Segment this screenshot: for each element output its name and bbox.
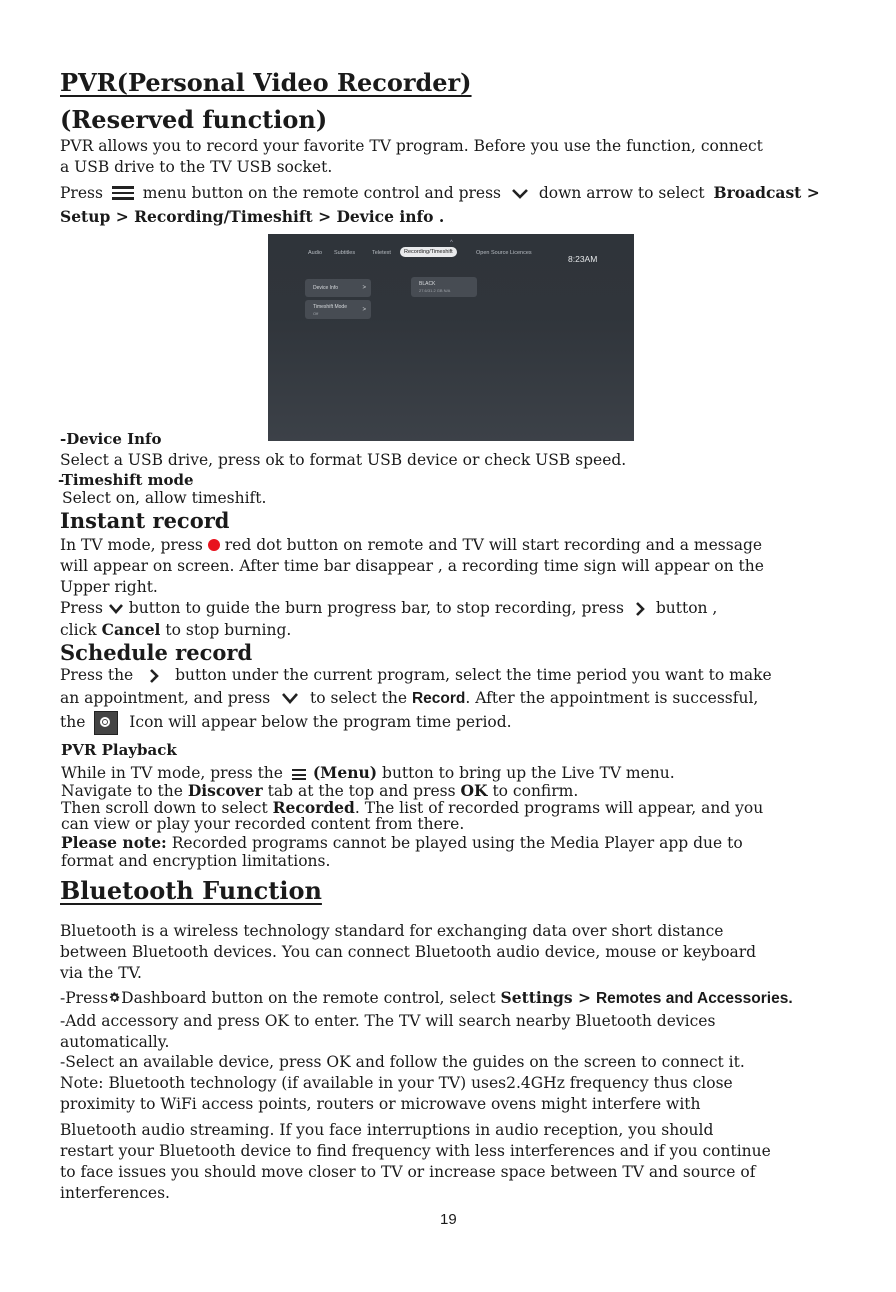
discover-label: Discover bbox=[187, 781, 263, 800]
pvr-intro-1: PVR allows you to record your favorite TV program. Before you use the function, connect bbox=[60, 137, 763, 155]
timeshift-text: Select on, allow timeshift. bbox=[62, 489, 267, 507]
playback-text: button to bring up the Live TV menu. bbox=[382, 764, 675, 782]
timeshift-heading: -Timeshift mode bbox=[58, 471, 194, 489]
press-label: Press bbox=[60, 184, 103, 202]
schedule-line-2 bbox=[60, 688, 758, 709]
tv-device-name: BLACK bbox=[419, 281, 436, 287]
tv-tab-audio: Audio bbox=[308, 250, 323, 256]
tv-item-label: Timeshift Mode bbox=[313, 304, 347, 310]
playback-text: Then scroll down to select bbox=[61, 799, 268, 817]
remotes-accessories-label: Remotes and Accessories. bbox=[595, 990, 793, 1007]
schedule-text: to select the bbox=[310, 689, 408, 707]
instant-line-2: will appear on screen. After time bar disappear , a recording time sign will appear on the bbox=[60, 557, 764, 575]
down-arrow-icon bbox=[279, 692, 301, 706]
bluetooth-line-10: Bluetooth audio streaming. If you face interruptions in audio reception, you should bbox=[60, 1121, 714, 1139]
pvr-title: PVR(Personal Video Recorder) bbox=[60, 68, 472, 97]
schedule-text: Press the bbox=[60, 666, 134, 684]
bluetooth-heading: Bluetooth Function bbox=[60, 876, 322, 905]
tv-item-value: Off bbox=[313, 311, 319, 316]
tv-item-device-info bbox=[305, 279, 371, 297]
pvr-playback-heading: PVR Playback bbox=[61, 741, 177, 759]
cancel-label: Cancel bbox=[101, 620, 161, 639]
bluetooth-line-1: Bluetooth is a wireless technology standard for exchanging data over short distance bbox=[60, 922, 724, 940]
bluetooth-text: Dashboard button on the remote control, select bbox=[121, 989, 496, 1007]
tv-device-details: 27.6/31.2 GB N/A bbox=[419, 288, 451, 293]
recorded-label: Recorded bbox=[272, 798, 355, 817]
pvr-nav-path: Setup > Recording/Timeshift > Device info . bbox=[60, 207, 445, 226]
instant-record-heading: Instant record bbox=[60, 508, 230, 533]
bluetooth-line-11: restart your Bluetooth device to find frequency with less interferences and if you continue bbox=[60, 1142, 771, 1160]
playback-text: Navigate to the bbox=[61, 782, 183, 800]
bluetooth-line-4 bbox=[60, 987, 793, 1009]
instant-text: red dot button on remote and TV will start recording and a message bbox=[224, 536, 763, 554]
nav-text-a: menu button on the remote control and press bbox=[142, 184, 501, 202]
instant-text: button to guide the burn progress bar, to stop recording, press bbox=[128, 599, 624, 617]
instant-line-1 bbox=[60, 535, 762, 556]
ok-label: OK bbox=[460, 781, 488, 800]
tv-tab-recording-timeshift: Recording/Timeshift bbox=[400, 247, 457, 257]
pvr-subtitle: (Reserved function) bbox=[60, 105, 328, 134]
schedule-text: Icon will appear below the program time period. bbox=[129, 713, 512, 731]
schedule-line-3 bbox=[60, 711, 512, 735]
playback-text: to confirm. bbox=[492, 782, 579, 800]
playback-text: tab at the top and press bbox=[267, 782, 456, 800]
playback-line-4: can view or play your recorded content from there. bbox=[61, 815, 465, 833]
page-number: 19 bbox=[440, 1211, 457, 1228]
schedule-text: button under the current program, select the time period you want to make bbox=[175, 666, 772, 684]
gear-icon bbox=[108, 991, 121, 1004]
please-note-label: Please note: bbox=[61, 833, 167, 852]
bluetooth-line-2: between Bluetooth devices. You can connect Bluetooth audio device, mouse or keyboard bbox=[60, 943, 757, 961]
device-info-heading: -Device Info bbox=[60, 430, 162, 448]
down-arrow-icon bbox=[510, 187, 530, 201]
nav-broadcast: Broadcast > bbox=[713, 183, 820, 202]
bluetooth-line-8: Note: Bluetooth technology (if available in your TV) uses2.4GHz frequency thus close bbox=[60, 1074, 733, 1092]
bluetooth-line-6: automatically. bbox=[60, 1033, 170, 1051]
tv-tab-teletext: Teletext bbox=[372, 250, 391, 256]
right-arrow-icon bbox=[144, 668, 164, 684]
instant-text: click bbox=[60, 621, 97, 639]
schedule-line-1 bbox=[60, 665, 772, 686]
tv-usb-device-card bbox=[411, 277, 477, 297]
pvr-intro-2: a USB drive to the TV USB socket. bbox=[60, 158, 333, 176]
schedule-record-icon bbox=[94, 711, 118, 735]
settings-label: Settings > bbox=[500, 988, 591, 1007]
bluetooth-text: -Press bbox=[60, 989, 109, 1007]
caret-up-icon: ^ bbox=[450, 240, 453, 246]
playback-text: While in TV mode, press the bbox=[61, 764, 283, 782]
playback-line-5 bbox=[61, 834, 743, 852]
schedule-text: the bbox=[60, 713, 86, 731]
menu-label: (Menu) bbox=[312, 763, 378, 782]
bluetooth-line-12: to face issues you should move closer to TV or increase space between TV and source of bbox=[60, 1163, 756, 1181]
tv-tab-open-source: Open Source Licences bbox=[476, 250, 532, 256]
schedule-record-heading: Schedule record bbox=[60, 640, 253, 665]
instant-text: to stop burning. bbox=[165, 621, 292, 639]
record-label: Record bbox=[411, 690, 466, 707]
playback-line-6: format and encryption limitations. bbox=[61, 852, 331, 870]
pvr-nav-line bbox=[60, 182, 820, 204]
playback-line-1 bbox=[61, 764, 675, 782]
instant-line-4 bbox=[60, 598, 717, 619]
red-dot-icon bbox=[208, 539, 220, 551]
playback-text: Recorded programs cannot be played using the Media Player app due to bbox=[171, 834, 743, 852]
device-info-text: Select a USB drive, press ok to format USB device or check USB speed. bbox=[60, 451, 627, 469]
right-arrow-icon bbox=[633, 601, 647, 617]
instant-line-3: Upper right. bbox=[60, 578, 158, 596]
menu-icon bbox=[112, 186, 134, 200]
chevron-right-icon: > bbox=[362, 307, 366, 313]
tv-settings-screenshot bbox=[268, 234, 634, 441]
tv-item-timeshift-mode bbox=[305, 300, 371, 319]
bluetooth-line-3: via the TV. bbox=[60, 964, 142, 982]
bluetooth-line-9: proximity to WiFi access points, routers or microwave ovens might interfere with bbox=[60, 1095, 701, 1113]
tv-clock: 8:23AM bbox=[568, 254, 598, 264]
instant-text: button , bbox=[655, 599, 718, 617]
playback-text: . The list of recorded programs will appear, and you bbox=[354, 799, 764, 817]
tv-item-label: Device Info bbox=[313, 285, 339, 291]
bluetooth-line-7: -Select an available device, press OK and follow the guides on the screen to connect it. bbox=[60, 1053, 745, 1071]
instant-line-5 bbox=[60, 619, 291, 641]
schedule-text: . After the appointment is successful, bbox=[465, 689, 759, 707]
chevron-right-icon: > bbox=[362, 285, 366, 291]
schedule-text: an appointment, and press bbox=[60, 689, 271, 707]
bluetooth-line-13: interferences. bbox=[60, 1184, 170, 1202]
down-arrow-icon bbox=[108, 603, 124, 615]
bluetooth-line-5: -Add accessory and press OK to enter. The TV will search nearby Bluetooth devices bbox=[60, 1012, 716, 1030]
menu-icon bbox=[292, 769, 306, 780]
nav-text-b: down arrow to select bbox=[538, 184, 705, 202]
tv-tab-subtitles: Subtitles bbox=[334, 250, 356, 256]
instant-text: Press bbox=[60, 599, 103, 617]
instant-text: In TV mode, press bbox=[60, 536, 203, 554]
